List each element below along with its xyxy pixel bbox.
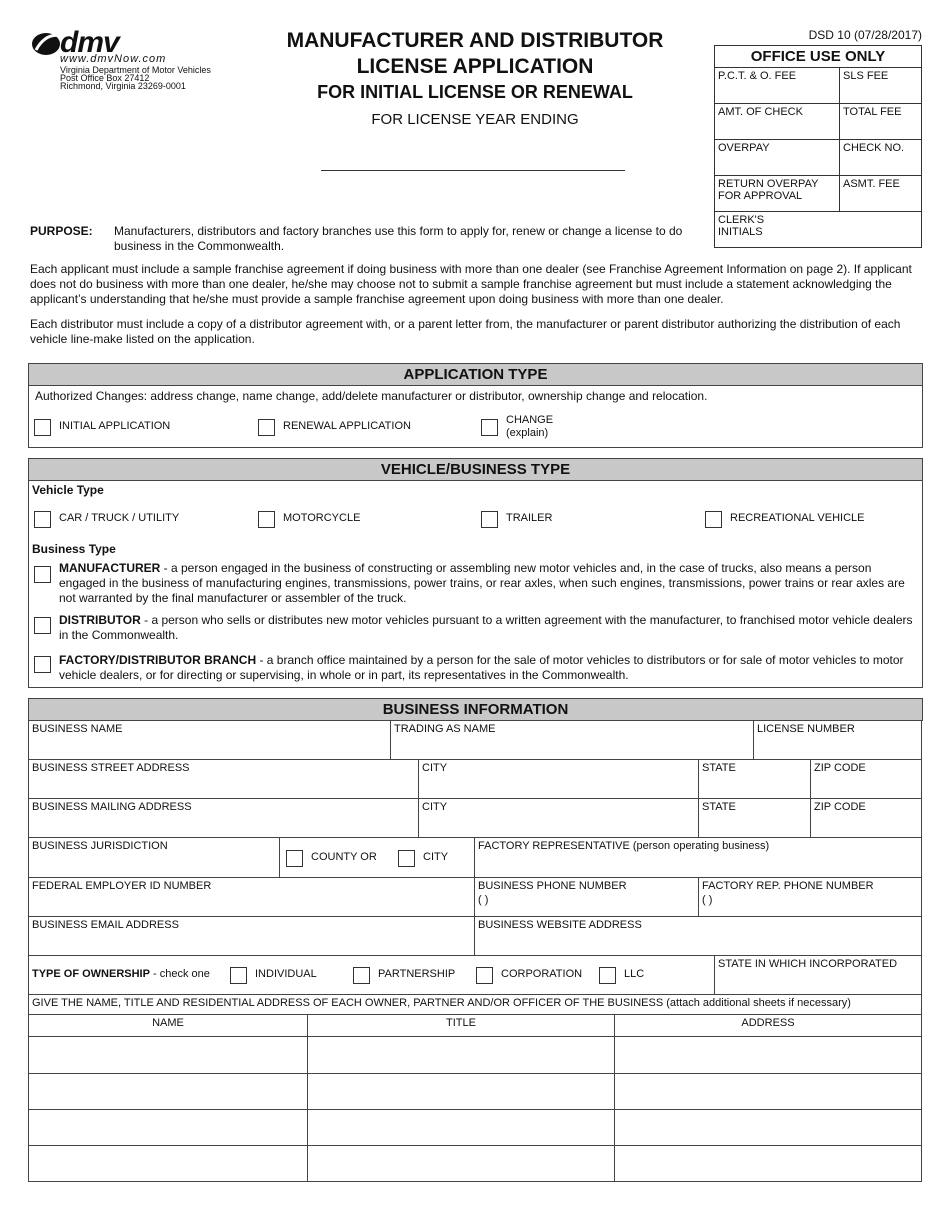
owner-title-input[interactable] <box>307 1036 615 1074</box>
form-title-line2: LICENSE APPLICATION <box>356 55 594 78</box>
owner-name-input[interactable] <box>28 1036 308 1074</box>
distributor-checkbox[interactable] <box>34 617 51 634</box>
pct-fee-cell: P.C.T. & O. FEE <box>715 68 840 104</box>
franchise-paragraph: Each applicant must include a sample franchise agreement if doing business with more than one dealer (see Franchise Agreement Information on page 2). If applicant does not do business with more than one dealer, he/she may choose not to submit a sample franchise agreement but must include a statement acknowledging the applicant’s understanding that he/she must provide a sample franchise agreement upon doing business with more than one dealer. <box>30 262 912 306</box>
clerks-initials-cell: CLERK'S INITIALS <box>715 212 922 248</box>
state-incorporated-field[interactable]: STATE IN WHICH INCORPORATED <box>714 955 922 995</box>
manufacturer-description: MANUFACTURER - a person engaged in the business of constructing or assembling new motor vehicles and, in the case of trucks, also means a person engaged in the business of manufacturing engines, transmissions, power trains, or rear axles, when such engines, transmissions, power trains or rear axles are not warranted by the final manufacturer or assembler of the truck. <box>59 561 905 605</box>
city-option-label: CITY <box>423 851 449 863</box>
owner-address-input[interactable] <box>614 1109 922 1146</box>
return-overpay-cell: RETURN OVERPAY FOR APPROVAL <box>715 176 840 212</box>
llc-label: LLC <box>624 968 645 980</box>
mailing-state-field[interactable]: STATE <box>698 798 811 838</box>
street-state-field[interactable]: STATE <box>698 759 811 799</box>
partnership-checkbox[interactable] <box>353 967 370 984</box>
owners-col-name: NAME <box>28 1014 308 1037</box>
mailing-zip-field[interactable]: ZIP CODE <box>810 798 922 838</box>
initial-application-label: INITIAL APPLICATION <box>59 420 171 432</box>
corporation-label: CORPORATION <box>501 968 583 980</box>
change-explain-label: (explain) <box>506 427 549 439</box>
factory-rep-phone-area-code: ( ) <box>702 894 713 906</box>
office-use-table <box>714 67 922 248</box>
partnership-label: PARTNERSHIP <box>378 968 456 980</box>
form-subtitle: FOR INITIAL LICENSE OR RENEWAL <box>317 82 633 102</box>
license-year-line[interactable] <box>321 170 625 171</box>
owner-name-input[interactable] <box>28 1073 308 1110</box>
owners-instruction: GIVE THE NAME, TITLE AND RESIDENTIAL ADDRESS OF EACH OWNER, PARTNER AND/OR OFFICER OF THE BUSINESS (attach additional sheets if necessary) <box>28 994 922 1015</box>
vehicle-type-label: Vehicle Type <box>32 483 104 497</box>
business-email-field[interactable]: BUSINESS EMAIL ADDRESS <box>28 916 475 956</box>
individual-label: INDIVIDUAL <box>255 968 317 980</box>
trailer-checkbox[interactable] <box>481 511 498 528</box>
form-title-line1: MANUFACTURER AND DISTRIBUTOR <box>286 29 664 52</box>
owner-address-input[interactable] <box>614 1073 922 1110</box>
recreational-vehicle-label: RECREATIONAL VEHICLE <box>730 512 865 524</box>
mailing-address-field[interactable]: BUSINESS MAILING ADDRESS <box>28 798 419 838</box>
change-checkbox[interactable] <box>481 419 498 436</box>
logo-url: www.dmvNow.com <box>60 53 167 65</box>
total-fee-cell: TOTAL FEE <box>840 104 922 140</box>
factory-branch-description: FACTORY/DISTRIBUTOR BRANCH - a branch office maintained by a person for the sale of motor vehicles to distributors or for sale of motor vehicles to motor vehicle dealers, or for directing or supervising, in whole or in part, its representatives in the Commonwealth. <box>59 653 904 682</box>
initial-application-checkbox[interactable] <box>34 419 51 436</box>
mailing-city-field[interactable]: CITY <box>418 798 699 838</box>
corporation-checkbox[interactable] <box>476 967 493 984</box>
street-zip-field[interactable]: ZIP CODE <box>810 759 922 799</box>
city-checkbox[interactable] <box>398 850 415 867</box>
fein-field[interactable]: FEDERAL EMPLOYER ID NUMBER <box>28 877 475 917</box>
purpose-label: PURPOSE: <box>30 224 93 238</box>
business-phone-field[interactable]: BUSINESS PHONE NUMBER ( ) <box>474 877 699 917</box>
agency-po-box: Post Office Box 27412 <box>60 73 150 83</box>
office-use-title: OFFICE USE ONLY <box>714 45 922 68</box>
amt-check-cell: AMT. OF CHECK <box>715 104 840 140</box>
business-website-field[interactable]: BUSINESS WEBSITE ADDRESS <box>474 916 922 956</box>
recreational-vehicle-checkbox[interactable] <box>705 511 722 528</box>
form-number: DSD 10 (07/28/2017) <box>808 28 922 42</box>
ownership-type-label: TYPE OF OWNERSHIP - check one <box>32 968 210 980</box>
owner-title-input[interactable] <box>307 1145 615 1182</box>
authorized-changes-note: Authorized Changes: address change, name change, add/delete manufacturer or distributor, ownership change and relocation. <box>35 389 708 403</box>
factory-branch-checkbox[interactable] <box>34 656 51 673</box>
car-truck-checkbox[interactable] <box>34 511 51 528</box>
factory-representative-field[interactable]: FACTORY REPRESENTATIVE (person operating business) <box>474 837 922 878</box>
individual-checkbox[interactable] <box>230 967 247 984</box>
license-number-field[interactable]: LICENSE NUMBER <box>753 720 922 760</box>
owners-col-address: ADDRESS <box>614 1014 922 1037</box>
county-checkbox[interactable] <box>286 850 303 867</box>
street-address-field[interactable]: BUSINESS STREET ADDRESS <box>28 759 419 799</box>
owner-name-input[interactable] <box>28 1145 308 1182</box>
trading-as-field[interactable]: TRADING AS NAME <box>390 720 754 760</box>
distributor-description: DISTRIBUTOR - a person who sells or distributes new motor vehicles pursuant to a written agreement with the manufacturer, to franchised motor vehicle dealers in the Commonwealth. <box>59 613 913 642</box>
agency-city: Richmond, Virginia 23269-0001 <box>60 81 186 91</box>
change-label: CHANGE <box>506 414 554 426</box>
business-information-header: BUSINESS INFORMATION <box>28 698 923 721</box>
business-type-label: Business Type <box>32 542 116 556</box>
factory-rep-phone-field[interactable]: FACTORY REP. PHONE NUMBER ( ) <box>698 877 922 917</box>
business-phone-area-code: ( ) <box>478 894 489 906</box>
renewal-application-label: RENEWAL APPLICATION <box>283 420 411 432</box>
owner-address-input[interactable] <box>614 1036 922 1074</box>
overpay-cell: OVERPAY <box>715 140 840 176</box>
asmt-fee-cell: ASMT. FEE <box>840 176 922 212</box>
license-year-label: FOR LICENSE YEAR ENDING <box>371 111 579 128</box>
agency-name: Virginia Department of Motor Vehicles <box>60 65 211 75</box>
logo-wordmark: dmv <box>60 26 119 59</box>
dmv-logo <box>30 28 220 98</box>
vehicle-business-header: VEHICLE/BUSINESS TYPE <box>28 458 923 481</box>
manufacturer-checkbox[interactable] <box>34 566 51 583</box>
trailer-label: TRAILER <box>506 512 553 524</box>
purpose-text: Manufacturers, distributors and factory branches use this form to apply for, renew or change a license to do business in the Commonwealth. <box>114 224 683 253</box>
owner-name-input[interactable] <box>28 1109 308 1146</box>
street-city-field[interactable]: CITY <box>418 759 699 799</box>
llc-checkbox[interactable] <box>599 967 616 984</box>
owners-col-title: TITLE <box>307 1014 615 1037</box>
check-no-cell: CHECK NO. <box>840 140 922 176</box>
distributor-paragraph: Each distributor must include a copy of a distributor agreement with, or a parent letter from, the manufacturer or parent distributor authorizing the distribution of each vehicle line-make listed on the application. <box>30 317 901 346</box>
jurisdiction-field[interactable]: BUSINESS JURISDICTION <box>28 837 280 878</box>
owner-address-input[interactable] <box>614 1145 922 1182</box>
car-truck-label: CAR / TRUCK / UTILITY <box>59 512 180 524</box>
county-or-label: COUNTY OR <box>311 851 377 863</box>
application-type-header: APPLICATION TYPE <box>28 363 923 386</box>
motorcycle-checkbox[interactable] <box>258 511 275 528</box>
owner-title-input[interactable] <box>307 1109 615 1146</box>
renewal-application-checkbox[interactable] <box>258 419 275 436</box>
owner-title-input[interactable] <box>307 1073 615 1110</box>
business-name-field[interactable]: BUSINESS NAME <box>28 720 391 760</box>
motorcycle-label: MOTORCYCLE <box>283 512 361 524</box>
sls-fee-cell: SLS FEE <box>840 68 922 104</box>
